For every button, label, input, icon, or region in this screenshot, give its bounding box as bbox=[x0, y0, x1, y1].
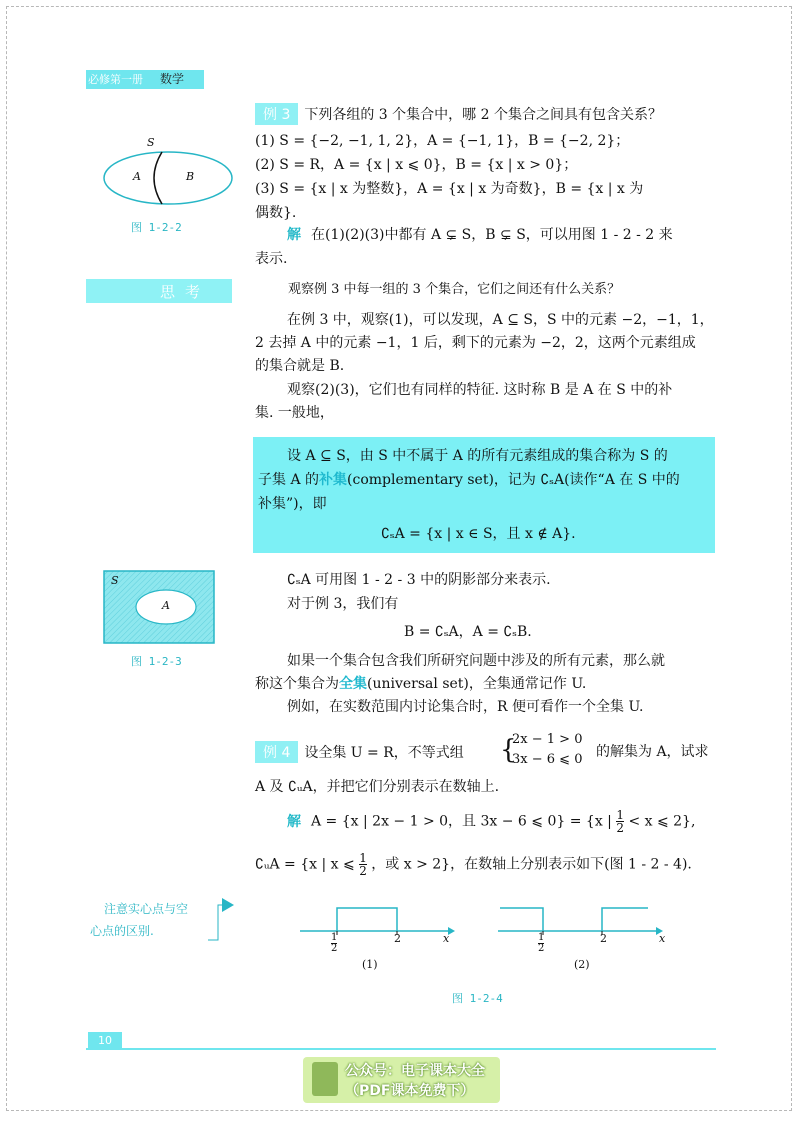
think-question: 观察例 3 中每一组的 3 个集合，它们之间还有什么关系？ bbox=[288, 282, 621, 297]
definition-formula: ∁ₛA = {x | x ∈ S，且 x ∉ A}. bbox=[381, 526, 576, 542]
fig122-label-s: S bbox=[147, 136, 155, 149]
fig122-caption: 图 1-2-2 bbox=[131, 221, 182, 234]
example4-tag: 例 4 bbox=[255, 741, 298, 763]
fig124-tick-two-1: 2 bbox=[394, 932, 401, 945]
fig124-label-2: (2) bbox=[574, 958, 590, 971]
body2-line2: 对于例 3，我们有 bbox=[287, 596, 399, 612]
fig123-label-a: A bbox=[162, 599, 170, 612]
fig122-label-a: A bbox=[133, 170, 141, 183]
fraction-half-2: $\frac{1}{2}$ bbox=[359, 851, 367, 878]
fig124-caption: 图 1-2-4 bbox=[452, 992, 503, 1005]
fig124-tick-two-2: 2 bbox=[600, 932, 607, 945]
example4-question-post: 的解集为 A，试求 bbox=[596, 744, 709, 760]
example3-item3a: (3) S = {x | x 为整数}，A = {x | x 为奇数}，B = {x | x 为 bbox=[255, 181, 644, 197]
fig124-axis-var-1: x bbox=[443, 932, 450, 945]
footer-bar bbox=[86, 1048, 716, 1050]
fig123-caption: 图 1-2-3 bbox=[131, 655, 182, 668]
fig124-tick-half-2: $\frac{1}{2}$ bbox=[538, 932, 545, 954]
example3-question: 例 3 下列各组的 3 个集合中，哪 2 个集合之间具有包含关系？ bbox=[255, 103, 662, 126]
margin-note: 注意实心点与空 心点的区别. bbox=[90, 902, 189, 938]
body1-line3: 的集合就是 B. bbox=[255, 358, 345, 374]
fig124-label-1: (1) bbox=[362, 958, 378, 971]
body1-line1: 在例 3 中，观察(1)，可以发现，A ⊆ S，S 中的元素 −2，−1，1， bbox=[287, 312, 714, 328]
fig124-tick-half-1: $\frac{1}{2}$ bbox=[331, 932, 338, 954]
body1-line2: 2 去掉 A 中的元素 −1，1 后，剩下的元素为 −2，2，这两个元素组成 bbox=[255, 335, 696, 351]
example4-solution1: 解 A = {x | 2x − 1 > 0，且 3x − 6 ⩽ 0} = {x | $\frac{1}{2}$ < x ⩽ 2}, bbox=[287, 808, 696, 835]
inequality-1: 2x − 1 > 0 bbox=[512, 732, 583, 747]
definition-line1: 设 A ⊆ S，由 S 中不属于 A 的所有元素组成的集合称为 S 的 bbox=[287, 448, 668, 464]
book-icon bbox=[312, 1062, 338, 1096]
think-strip bbox=[86, 279, 232, 303]
term-complement: 补集 bbox=[319, 472, 348, 488]
definition-box bbox=[253, 437, 715, 553]
body1-line4: 观察(2)(3)，它们也有同样的特征. 这时称 B 是 A 在 S 中的补 bbox=[287, 382, 673, 398]
body1-line5: 集. 一般地， bbox=[255, 405, 334, 421]
example3-item1: (1) S = {−2, −1, 1, 2}，A = {−1, 1}，B = {−2, 2}； bbox=[255, 133, 630, 149]
think-label: 思考 bbox=[160, 283, 211, 301]
example4-question: 例 4 设全集 U = R，不等式组 bbox=[255, 741, 464, 764]
inequality-system bbox=[512, 730, 582, 770]
page-number: 10 bbox=[88, 1032, 122, 1049]
body2-formula: B = ∁ₛA，A = ∁ₛB. bbox=[404, 624, 532, 640]
example4-solution2: ∁ᵤA = {x | x ⩽ $\frac{1}{2}$ ，或 x > 2}，在数轴上分别表示如下(图 1 - 2 - 4). bbox=[255, 851, 692, 878]
figure-1-2-2 bbox=[100, 136, 240, 216]
figure-1-2-4 bbox=[298, 900, 678, 950]
definition-line3: 补集”)，即 bbox=[258, 496, 327, 512]
term-universal: 全集 bbox=[339, 676, 367, 692]
example3-tag: 例 3 bbox=[255, 103, 298, 125]
body2-line4: 称这个集合为全集(universal set)，全集通常记作 U. bbox=[255, 676, 587, 692]
example3-item3b: 偶数}. bbox=[255, 205, 297, 221]
example3-sol-tag: 解 bbox=[287, 227, 301, 243]
note-arrow-icon bbox=[206, 896, 236, 946]
definition-line2: 子集 A 的补集(complementary set)，记为 ∁ₛA(读作“A 在 S 中的 bbox=[258, 472, 680, 488]
banner-line1: 公众号：电子课本大全 bbox=[345, 1063, 485, 1079]
fig123-label-s: S bbox=[111, 574, 119, 587]
body2-line3: 如果一个集合包含我们所研究问题中涉及的所有元素，那么就 bbox=[287, 653, 665, 669]
example4-sol-tag: 解 bbox=[287, 813, 301, 830]
example3-solution-cont: 表示. bbox=[255, 251, 288, 267]
banner-line2: （PDF课本免费下） bbox=[345, 1083, 475, 1099]
example3-solution: 解 在(1)(2)(3)中都有 A ⊊ S，B ⊊ S，可以用图 1 - 2 - 2 来 bbox=[287, 227, 673, 243]
figure-1-2-3 bbox=[103, 570, 215, 644]
body2-line5: 例如，在实数范围内讨论集合时，R 便可看作一个全集 U. bbox=[287, 699, 644, 715]
fig124-axis-var-2: x bbox=[659, 932, 666, 945]
subject-title: 数学 bbox=[160, 72, 185, 86]
example3-item2: (2) S = R，A = {x | x ⩽ 0}，B = {x | x > 0}； bbox=[255, 157, 578, 173]
inequality-2: 3x − 6 ⩽ 0 bbox=[512, 752, 583, 767]
book-title: 必修第一册 bbox=[88, 73, 143, 86]
ineq-brace: { bbox=[500, 735, 517, 765]
example4-question-line2: A 及 ∁ᵤA，并把它们分别表示在数轴上. bbox=[255, 779, 500, 795]
fig122-label-b: B bbox=[186, 170, 195, 183]
body2-line1: ∁ₛA 可用图 1 - 2 - 3 中的阴影部分来表示. bbox=[287, 572, 551, 588]
fraction-half: $\frac{1}{2}$ bbox=[616, 808, 624, 835]
